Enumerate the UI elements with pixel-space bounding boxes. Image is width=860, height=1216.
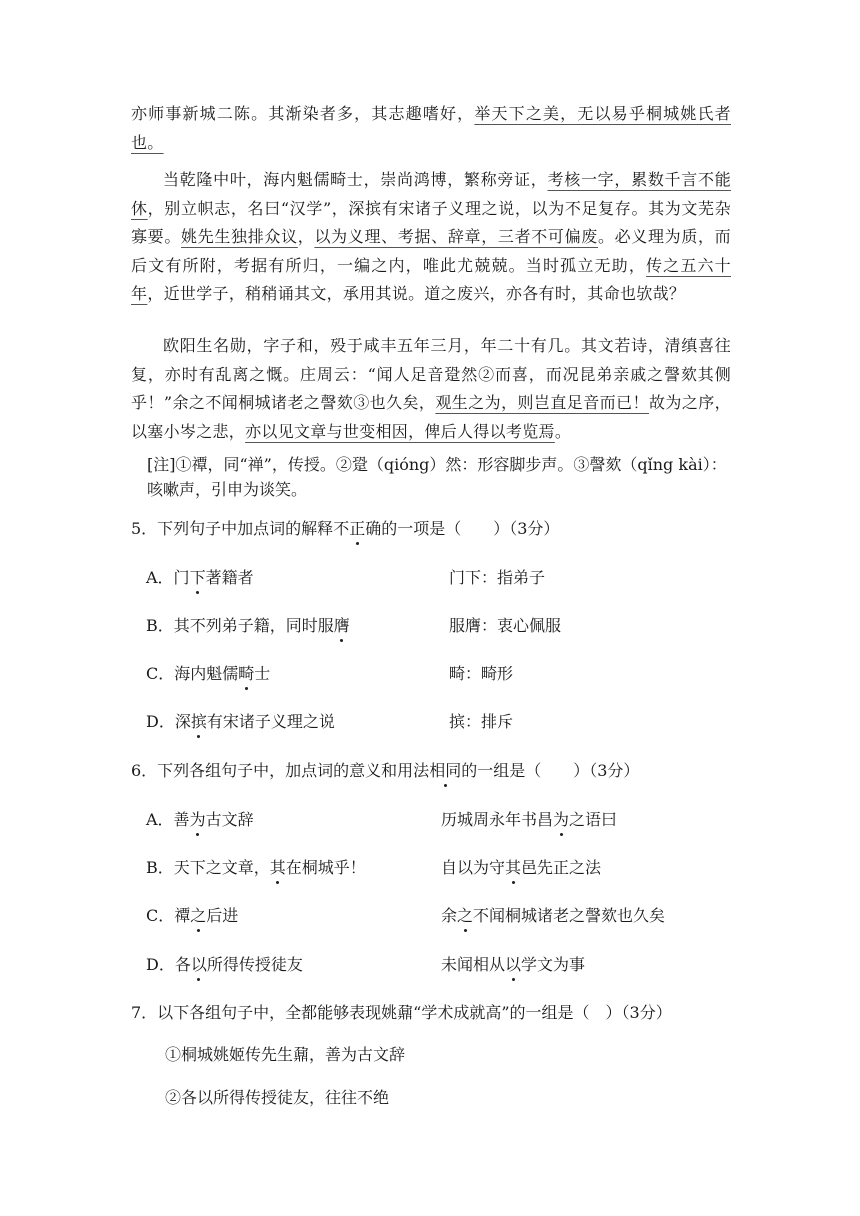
q7-item-1: ①桐城姚姬传先生鼐，善为古文辞 bbox=[165, 1045, 406, 1064]
option-text: 学文为事 bbox=[521, 955, 586, 974]
underlined-text: 传之五六十年 bbox=[131, 255, 731, 303]
q5-option-c-explanation: 畸：畸形 bbox=[449, 664, 514, 683]
stem-text: 6．下列各组句子中，加点词的意义和用法 bbox=[131, 761, 430, 780]
option-text: 后进 bbox=[206, 906, 239, 925]
underlined-text: 举天下之美，无以易乎桐城姚氏者也。 bbox=[131, 104, 731, 152]
option-text: 历城周永年书昌 bbox=[441, 810, 554, 829]
q6-option-b-pair bbox=[441, 857, 601, 879]
q5-option-b-explanation: 服膺：衷心佩服 bbox=[449, 616, 562, 635]
option-text: 未闻相从 bbox=[441, 955, 506, 974]
q6-option-c-pair bbox=[441, 905, 665, 927]
option-text: A．善 bbox=[146, 810, 190, 829]
question-6-stem bbox=[131, 760, 639, 782]
underlined-text: 以为义理、考据、辞章，三者不可偏废 bbox=[314, 227, 598, 246]
underlined-text: 考核一字，累数千言不能休 bbox=[131, 170, 731, 218]
q7-item-2: ②各以所得传授徒友，往往不绝 bbox=[165, 1088, 390, 1107]
question-5-stem bbox=[131, 518, 559, 540]
option-text: B．天下之文章， bbox=[146, 858, 270, 877]
option-text: B．其不列弟子籍，同时服 bbox=[146, 616, 334, 635]
passage-text: ，别立帜志，名曰“汉学”，深摈有宋诸子义理之说，以为不足复存。其为文芜杂寡要。 bbox=[131, 198, 731, 246]
dotted-text: 以 bbox=[505, 955, 522, 974]
passage-text: 亦师事新城二陈。其渐染者多，其志趣嗜好， bbox=[131, 104, 475, 123]
option-text: 在桐城乎！ bbox=[285, 858, 366, 877]
q5-option-a[interactable] bbox=[146, 567, 254, 589]
option-text: 有宋诸子义理之说 bbox=[206, 712, 335, 731]
q6-option-b[interactable] bbox=[146, 857, 366, 879]
option-text: D．各 bbox=[146, 955, 191, 974]
option-text: 余 bbox=[441, 906, 458, 925]
option-text: 自以为守 bbox=[441, 858, 506, 877]
underlined-text: 观生之为，则岂直足音而已！ bbox=[435, 393, 649, 412]
q6-option-d-pair bbox=[441, 954, 585, 976]
dotted-text: 以 bbox=[190, 955, 207, 974]
dotted-text: 摈 bbox=[190, 712, 207, 731]
passage-text: 当乾隆中叶，海内魁儒畸士，崇尚鸿博，繁称旁证， bbox=[163, 170, 548, 189]
passage-text: ， bbox=[297, 227, 315, 246]
q5-option-a-explanation: 门下：指弟子 bbox=[449, 568, 546, 587]
option-text: A．门 bbox=[146, 568, 190, 587]
option-text: 邑先正之法 bbox=[521, 858, 602, 877]
stem-text: 的一组是（ ）（3分） bbox=[461, 761, 640, 780]
dotted-text: 相同 bbox=[429, 761, 462, 780]
passage-text: 欧阳生名勋，字子和，殁于咸丰五年三月，年二十有几。其文若诗，清缜喜往复，亦时有乱离之慨。庄周云：“闻人足音跫然②而喜，而况昆弟亲戚之謦欬其侧乎！”余之不闻桐城诸老之謦欬③也久矣， bbox=[131, 336, 731, 412]
q6-option-d[interactable] bbox=[146, 954, 303, 976]
question-7-stem: 7．以下各组句子中，全都能够表现姚鼐“学术成就高”的一组是（ ）（3分） bbox=[131, 1003, 672, 1022]
option-text: 古文辞 bbox=[205, 810, 254, 829]
q6-option-a[interactable] bbox=[146, 809, 254, 831]
option-text: C．禫 bbox=[146, 906, 191, 925]
option-text: 之语曰 bbox=[569, 810, 618, 829]
option-text: 所得传授徒友 bbox=[206, 955, 303, 974]
q6-option-a-pair bbox=[441, 809, 617, 831]
passage-text: 。必义理为质，而后文有所附，考据有所归，一编之内，唯此尤兢兢。当时孤立无助， bbox=[131, 227, 731, 275]
dotted-text: 为 bbox=[553, 810, 570, 829]
passage-paragraph-3 bbox=[131, 332, 731, 446]
q5-option-c[interactable] bbox=[146, 663, 270, 685]
q5-option-d-explanation: 摈：排斥 bbox=[449, 712, 514, 731]
underlined-text: 姚先生独排众议 bbox=[181, 227, 298, 246]
passage-footnote: [注]①禫，同“禅”，传授。②跫（qióng）然：形容脚步声。③謦欬（qǐng kài）：咳嗽声，引申为谈笑。 bbox=[147, 455, 727, 499]
dotted-text: 膺 bbox=[333, 616, 350, 635]
underlined-text: 亦以见文章与世变相因，俾后人得以考览焉 bbox=[245, 421, 555, 441]
dotted-text: 其 bbox=[269, 858, 286, 877]
q6-option-c[interactable] bbox=[146, 905, 238, 927]
option-text: D．深 bbox=[146, 712, 191, 731]
dotted-text: 不正确 bbox=[333, 519, 382, 538]
dotted-text: 为 bbox=[189, 810, 206, 829]
passage-text: 故为之序，以塞小岑之悲， bbox=[131, 393, 731, 441]
q5-option-b[interactable] bbox=[146, 615, 350, 637]
q5-option-d[interactable] bbox=[146, 711, 335, 733]
option-text: 士 bbox=[254, 664, 271, 683]
option-text: C．海内魁儒 bbox=[146, 664, 239, 683]
passage-text: ，近世学子，稍稍诵其文，承用其说。道之废兴，亦各有时，其命也欤哉？ bbox=[147, 284, 686, 303]
passage-paragraph-2 bbox=[131, 166, 731, 309]
dotted-text: 畸 bbox=[238, 664, 255, 683]
stem-text: 的一项是（ ）（3分） bbox=[381, 519, 560, 538]
passage-paragraph-1 bbox=[131, 100, 731, 157]
dotted-text: 其 bbox=[505, 858, 522, 877]
option-text: 著籍者 bbox=[205, 568, 254, 587]
dotted-text: 之 bbox=[190, 906, 207, 925]
dotted-text: 之 bbox=[457, 906, 474, 925]
passage-text: 。 bbox=[554, 421, 572, 441]
option-text: 不闻桐城诸老之謦欬也久矣 bbox=[473, 906, 666, 925]
dotted-text: 下 bbox=[189, 568, 206, 587]
stem-text: 5．下列句子中加点词的解释 bbox=[131, 519, 334, 538]
